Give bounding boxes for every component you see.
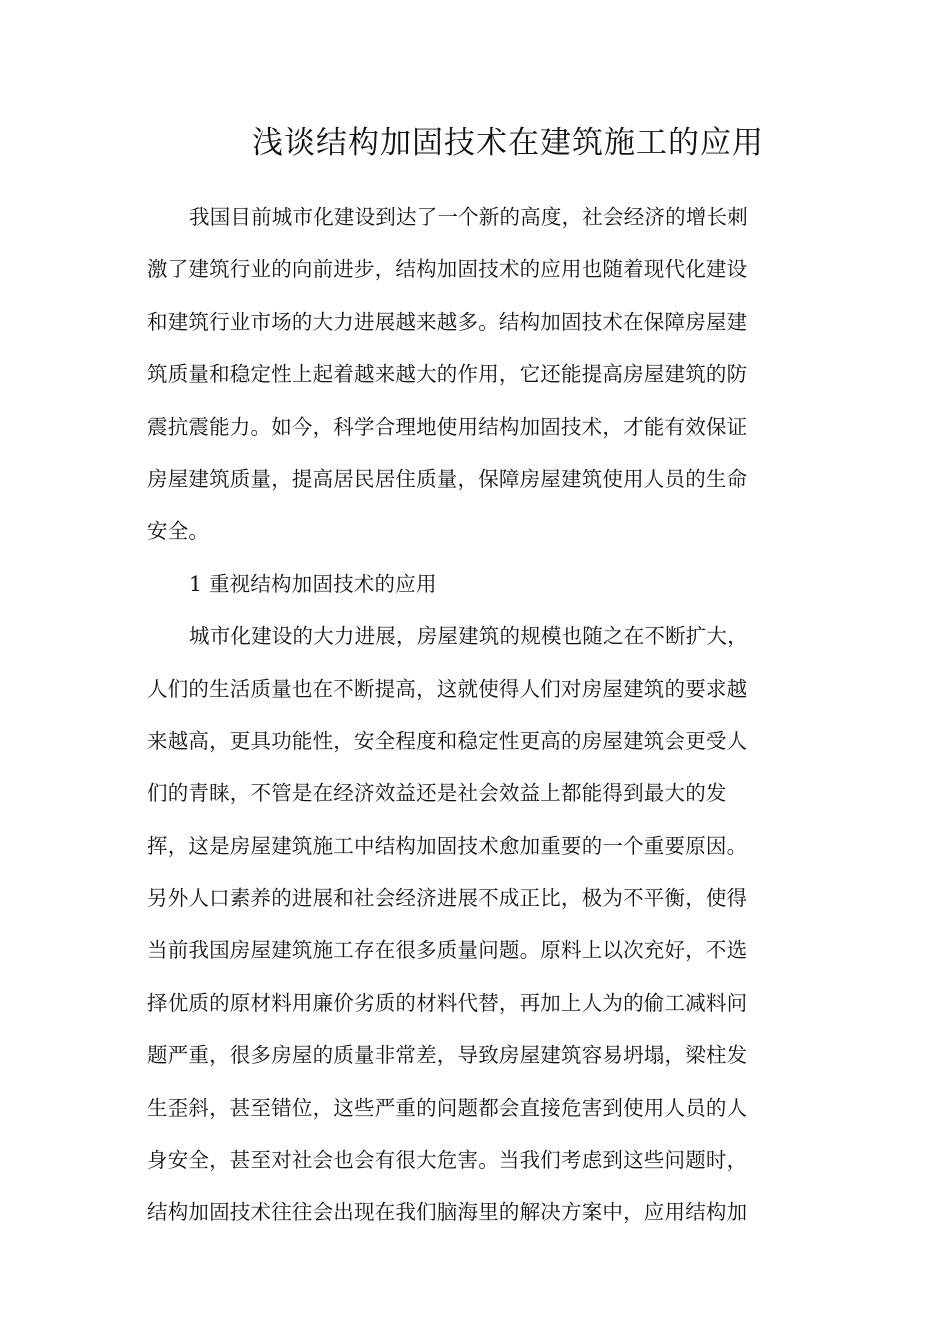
intro-line: 震抗震能力。如今，科学合理地使用结构加固技术，才能有效保证 <box>147 414 748 439</box>
intro-line: 我国目前城市化建设到达了一个新的高度，社会经济的增长刺 <box>189 205 748 229</box>
section-line: 题严重，很多房屋的质量非常差，导致房屋建筑容易坍塌，梁柱发 <box>147 1043 748 1068</box>
section-line: 人们的生活质量也在不断提高，这就使得人们对房屋建筑的要求越 <box>147 676 748 701</box>
section-line: 身安全，甚至对社会也会有很大危害。当我们考虑到这些问题时， <box>147 1148 748 1173</box>
section-line: 当前我国房屋建筑施工存在很多质量问题。原料上以次充好，不选 <box>147 938 748 963</box>
intro-line: 房屋建筑质量，提高居民居住质量，保障房屋建筑使用人员的生命 <box>147 466 748 491</box>
intro-line: 安全。 <box>147 519 210 544</box>
document-title: 浅谈结构加固技术在建筑施工的应用 <box>252 125 764 161</box>
section-line: 生歪斜，甚至错位，这些严重的问题都会直接危害到使用人员的人 <box>147 1095 748 1120</box>
document-body <box>147 191 795 1239</box>
section-heading: 1 重视结构加固技术的应用 <box>189 571 437 596</box>
intro-line: 激了建筑行业的向前进步，结构加固技术的应用也随着现代化建设 <box>147 257 748 282</box>
section-line: 择优质的原材料用廉价劣质的材料代替，再加上人为的偷工减料问 <box>147 990 748 1015</box>
section-line: 城市化建设的大力进展，房屋建筑的规模也随之在不断扩大， <box>189 624 748 649</box>
section-line: 结构加固技术往往会出现在我们脑海里的解决方案中，应用结构加 <box>147 1200 748 1225</box>
section-line: 另外人口素养的进展和社会经济进展不成正比，极为不平衡，使得 <box>147 886 748 911</box>
section-line: 来越高，更具功能性，安全程度和稳定性更高的房屋建筑会更受人 <box>147 728 748 753</box>
section-line: 挥，这是房屋建筑施工中结构加固技术愈加重要的一个重要原因。 <box>147 833 748 858</box>
intro-line: 筑质量和稳定性上起着越来越大的作用，它还能提高房屋建筑的防 <box>147 362 748 387</box>
intro-line: 和建筑行业市场的大力进展越来越多。结构加固技术在保障房屋建 <box>147 309 748 334</box>
section-line: 们的青睐，不管是在经济效益还是社会效益上都能得到最大的发 <box>147 781 727 806</box>
